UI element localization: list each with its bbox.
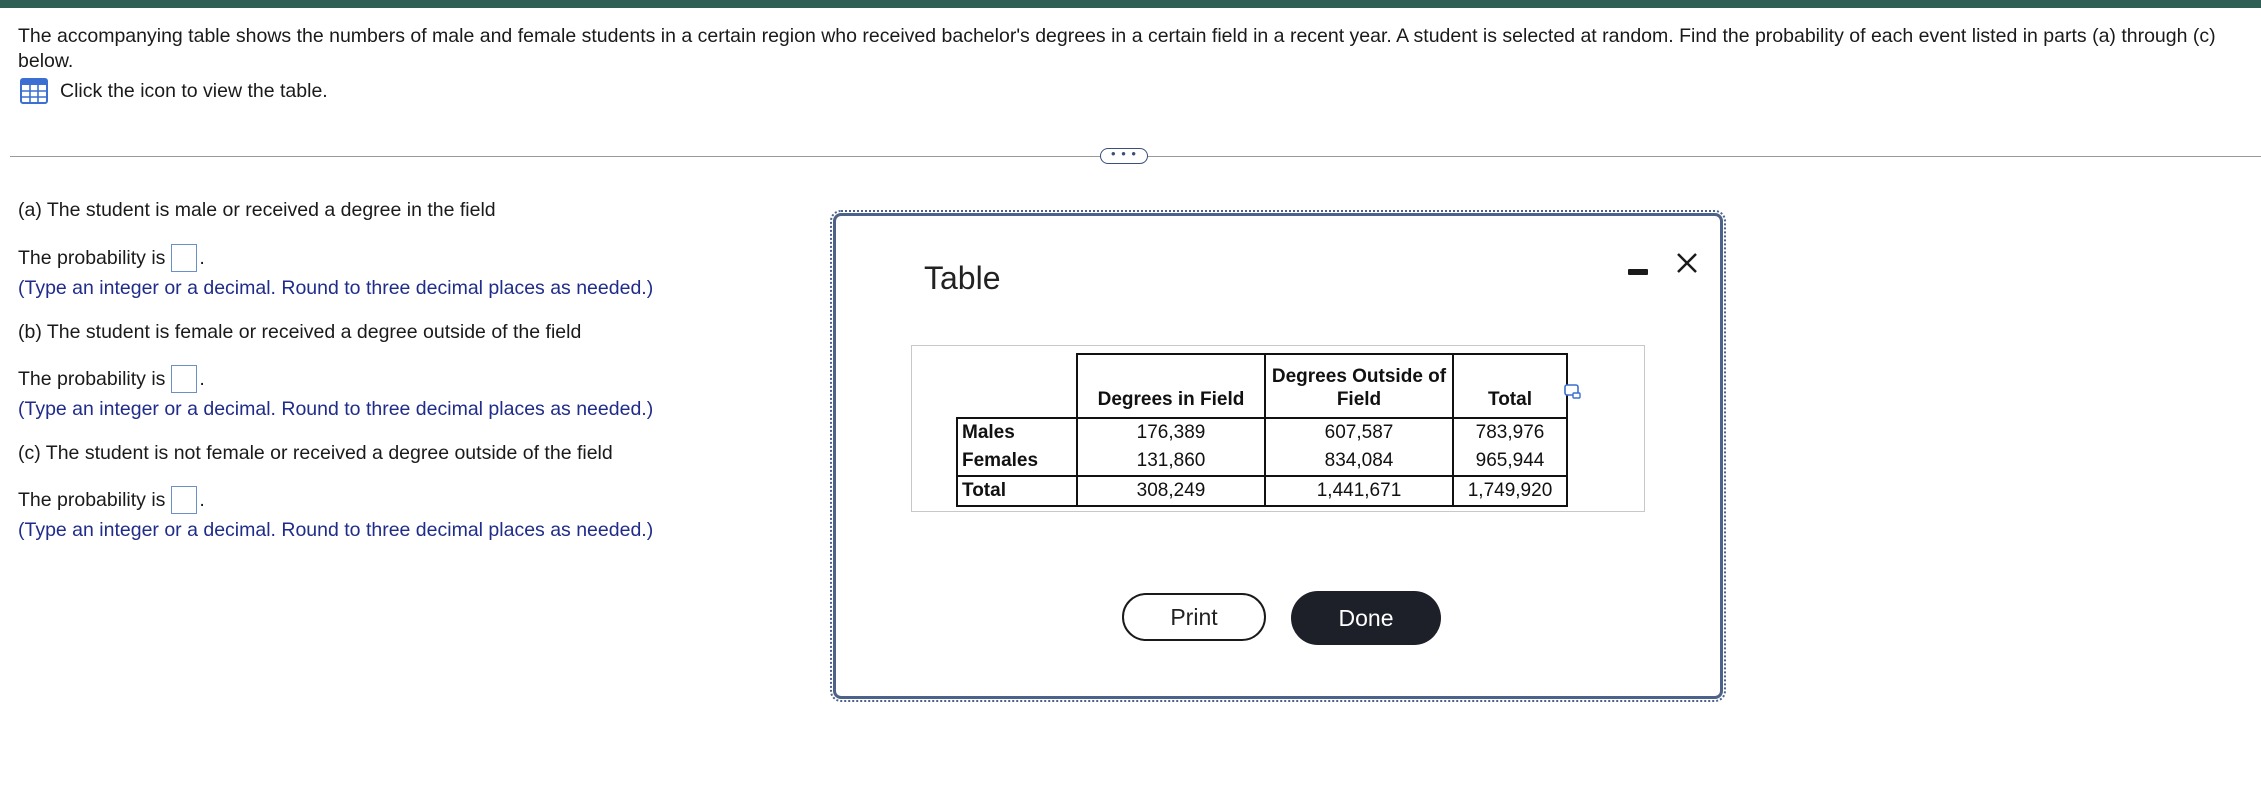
table-dialog: [833, 213, 1723, 699]
table-cell: 834,084: [1265, 447, 1453, 476]
table-cell: 1,749,920: [1453, 476, 1567, 506]
print-button[interactable]: Print: [1122, 593, 1266, 641]
question-c-hint: (Type an integer or a decimal. Round to three decimal places as needed.): [18, 519, 654, 541]
table-row: [957, 476, 1567, 506]
table-header-row: [957, 354, 1567, 418]
table-row: [957, 418, 1567, 447]
problem-intro: The accompanying table shows the numbers of male and female students in a certain region who received bachelor's degrees in a certain field in a recent year. A student is selected at random. Find the probability of each event listed in parts (a) through (c) below.: [18, 25, 2216, 72]
top-accent-bar: [0, 0, 2261, 8]
view-table-link[interactable]: [20, 78, 328, 104]
question-b-label: (b) The student is female or received a degree outside of the field: [18, 321, 582, 343]
question-c-prob-prefix: The probability is: [18, 489, 166, 511]
question-b-probability-line: [18, 365, 205, 393]
question-b-hint: (Type an integer or a decimal. Round to three decimal places as needed.): [18, 398, 654, 420]
row-label-females: Females: [957, 447, 1077, 476]
question-c-probability-line: [18, 486, 205, 514]
copy-table-icon[interactable]: [1564, 384, 1582, 400]
view-table-link-label[interactable]: Click the icon to view the table.: [60, 79, 328, 102]
degrees-table: [956, 353, 1568, 507]
table-cell: 965,944: [1453, 447, 1567, 476]
question-b-prob-suffix: .: [199, 368, 205, 390]
question-a-label: (a) The student is male or received a degree in the field: [18, 199, 496, 221]
question-a-prob-prefix: The probability is: [18, 247, 166, 269]
table-frame: [911, 345, 1645, 512]
row-label-males: Males: [957, 418, 1077, 447]
table-header-total: Total: [1453, 354, 1567, 418]
dialog-title: Table: [924, 260, 1001, 296]
table-cell: 1,441,671: [1265, 476, 1453, 506]
table-cell: 783,976: [1453, 418, 1567, 447]
question-a-answer-input[interactable]: [171, 244, 197, 272]
question-a-probability-line: [18, 244, 205, 272]
table-header-blank: [957, 354, 1077, 418]
question-c-prob-suffix: .: [199, 489, 205, 511]
table-cell: 176,389: [1077, 418, 1265, 447]
table-cell: 308,249: [1077, 476, 1265, 506]
done-button[interactable]: Done: [1291, 591, 1441, 645]
minimize-button[interactable]: [1623, 256, 1653, 280]
table-header-degrees-in-field: Degrees in Field: [1077, 354, 1265, 418]
close-icon[interactable]: [1672, 248, 1702, 278]
question-c-label: (c) The student is not female or received a degree outside of the field: [18, 442, 613, 464]
question-a-prob-suffix: .: [199, 247, 205, 269]
question-c-answer-input[interactable]: [171, 486, 197, 514]
question-b-prob-prefix: The probability is: [18, 368, 166, 390]
table-header-degrees-outside-field: Degrees Outside of Field: [1265, 354, 1453, 418]
table-cell: 131,860: [1077, 447, 1265, 476]
question-a-hint: (Type an integer or a decimal. Round to three decimal places as needed.): [18, 277, 654, 299]
table-grid-icon[interactable]: [20, 78, 48, 104]
table-cell: 607,587: [1265, 418, 1453, 447]
question-b-answer-input[interactable]: [171, 365, 197, 393]
table-row: [957, 447, 1567, 476]
row-label-total: Total: [957, 476, 1077, 506]
minimize-icon: [1628, 269, 1648, 275]
expand-more-button[interactable]: • • •: [1100, 148, 1148, 164]
